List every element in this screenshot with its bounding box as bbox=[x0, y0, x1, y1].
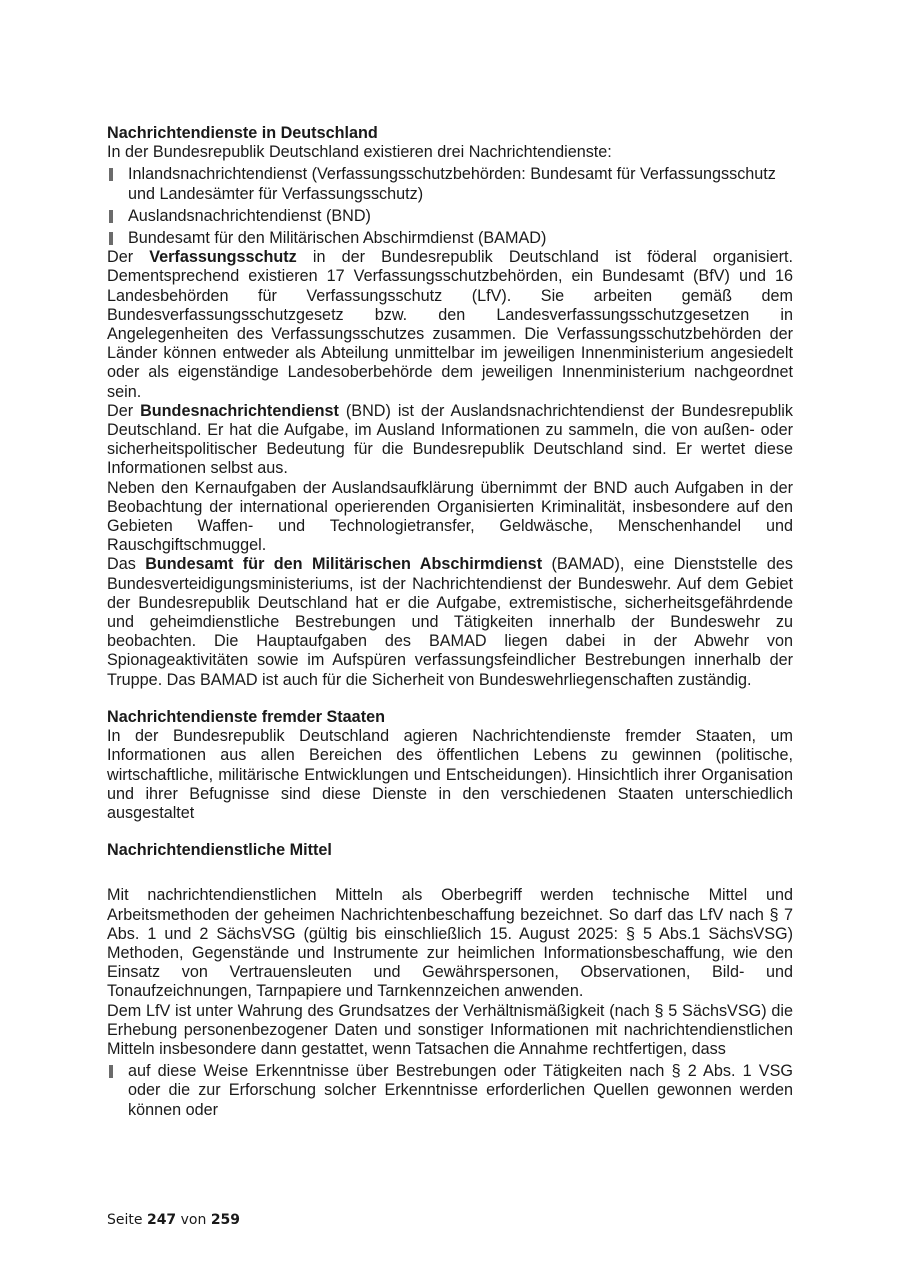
paragraph-bamad bbox=[107, 555, 793, 689]
page-footer bbox=[107, 1212, 240, 1228]
paragraph-prefix: Der bbox=[107, 401, 141, 420]
spacer bbox=[107, 690, 793, 708]
section-heading: Nachrichtendienstliche Mittel bbox=[107, 841, 332, 860]
bullet-icon bbox=[109, 1065, 113, 1078]
list-item-text: Auslandsnachrichtendienst (BND) bbox=[128, 206, 371, 225]
section-heading: Nachrichtendienste in Deutschland bbox=[107, 124, 378, 142]
list-item-text: Inlandsnachrichtendienst (Verfassungsschutzbehörden: Bundesamt für Verfassungsschutz und Landesämter für Verfassungsschutz) bbox=[128, 165, 776, 203]
paragraph-verfassungsschutz bbox=[107, 248, 793, 402]
page-content bbox=[107, 124, 793, 1123]
list-item bbox=[107, 1062, 793, 1120]
list-item bbox=[107, 229, 793, 248]
list-item-text: auf diese Weise Erkenntnisse über Bestrebungen oder Tätigkeiten nach § 2 Abs. 1 VSG oder die zur Erforschung solcher Erkenntnisse erforderlichen Quellen gewonnen werden können oder bbox=[128, 1062, 793, 1119]
paragraph-text: (BAMAD), eine Dienststelle des Bundesverteidigungsministeriums, ist der Nachrichtendienst der Bundeswehr. Auf dem Gebiet der Bundesrepublik Deutschland hat er die Aufgabe, extremistische, sicherheitsgefährdende und geheimdienstliche Bestrebungen und Tätigkeiten innerhalb der Bundeswehr zu beobachten. Die Hauptaufgaben des BAMAD liegen dabei in der Abwehr von Spionageaktivitäten sowie im Aufspüren verfassungsfeindlicher Bestrebungen innerhalb der Truppe. Das BAMAD ist auch für die Sicherheit von Bundeswehrliegenschaften zuständig. bbox=[107, 555, 793, 689]
paragraph-text: (BND) ist der Auslandsnachrichtendienst der Bundesrepublik Deutschland. Er hat die Aufgabe, im Ausland Informationen zu sammeln, die von außen- oder sicherheitspolitischer Bedeutung für die Bundesrepublik Deutschland sind. Er wertet diese Informationen selbst aus. bbox=[107, 401, 793, 478]
page-separator: von bbox=[176, 1212, 211, 1228]
page-label: Seite bbox=[107, 1212, 147, 1228]
bold-term: Verfassungsschutz bbox=[149, 248, 297, 267]
bullet-icon bbox=[109, 210, 113, 223]
list-item bbox=[107, 207, 793, 226]
paragraph-text: in der Bundesrepublik Deutschland ist föderal organisiert. Dementsprechend existieren 17 Verfassungsschutzbehörden, ein Bundesamt (BfV) und 16 Landesbehörden für Verfassungsschutz (LfV). Sie arbeiten gemäß dem Bundesverfassungsschutzgesetz bzw. den Landesverfassungsschutzgesetzen in Angelegenheiten des Verfassungsschutzes zusammen. Die Verfassungsschutzbehörden der Länder können entweder als Abteilung unmittelbar im jeweiligen Innenministerium angesiedelt oder als eigenständige Landesoberbehörde dem jeweiligen Innenministerium nachgeordnet sein. bbox=[107, 248, 793, 401]
paragraph-bnd bbox=[107, 402, 793, 479]
bullet-icon bbox=[109, 232, 113, 245]
paragraph-prefix: Das bbox=[107, 555, 146, 574]
paragraph-means: Mit nachrichtendienstlichen Mitteln als Oberbegriff werden technische Mittel und Arbeitsmethoden der geheimen Nachrichtenbeschaffung bezeichnet. So darf das LfV nach § 7 Abs. 1 und 2 SächsVSG (gültig bis einschließlich 15. August 2025: § 5 Abs.1 SächsVSG) Methoden, Gegenstände und Instrumente zur heimlichen Informationsbeschaffung, wie den Einsatz von Vertrauensleuten und Gewährspersonen, Observationen, Bild- und Tonaufzeichnungen, Tarnpapiere und Tarnkennzeichen anwenden. bbox=[107, 886, 793, 1001]
section-intro: In der Bundesrepublik Deutschland existieren drei Nachrichtendienste: bbox=[107, 143, 612, 162]
spacer bbox=[107, 823, 793, 841]
bold-term: Bundesamt für den Militärischen Abschirmdienst bbox=[145, 555, 543, 574]
bullet-list bbox=[107, 165, 793, 248]
list-item-text: Bundesamt für den Militärischen Abschirmdienst (BAMAD) bbox=[128, 229, 547, 248]
spacer bbox=[107, 860, 793, 886]
section-heading: Nachrichtendienste fremder Staaten bbox=[107, 707, 385, 726]
bullet-list bbox=[107, 1062, 793, 1120]
paragraph-prefix: Der bbox=[107, 248, 150, 267]
paragraph-foreign-services: In der Bundesrepublik Deutschland agieren Nachrichtendienste fremder Staaten, um Informationen aus allen Bereichen des öffentlichen Lebens zu gewinnen (politische, wirtschaftliche, militärische Entwicklungen und Entscheidungen). Hinsichtlich ihrer Organisation und ihrer Befugnisse sind diese Dienste in den verschiedenen Staaten unterschiedlich ausgestaltet bbox=[107, 727, 793, 822]
paragraph-data-collection: Dem LfV ist unter Wahrung des Grundsatzes der Verhältnismäßigkeit (nach § 5 SächsVSG) die Erhebung personenbezogener Daten und sonstiger Informationen mit nachrichtendienstlichen Mitteln insbesondere dann gestattet, wenn Tatsachen die Annahme rechtfertigen, dass bbox=[107, 1001, 793, 1058]
bold-term: Bundesnachrichtendienst bbox=[140, 401, 339, 420]
bullet-icon bbox=[109, 168, 113, 181]
current-page-number: 247 bbox=[146, 1212, 177, 1228]
list-item bbox=[107, 165, 793, 203]
paragraph-bnd-tasks: Neben den Kernaufgaben der Auslandsaufklärung übernimmt der BND auch Aufgaben in der Beobachtung der international operierenden Organisierten Kriminalität, insbesondere auf den Gebieten Waffen- und Technologietransfer, Geldwäsche, Menschenhandel und Rauschgiftschmuggel. bbox=[107, 478, 793, 555]
total-page-number: 259 bbox=[210, 1212, 241, 1228]
